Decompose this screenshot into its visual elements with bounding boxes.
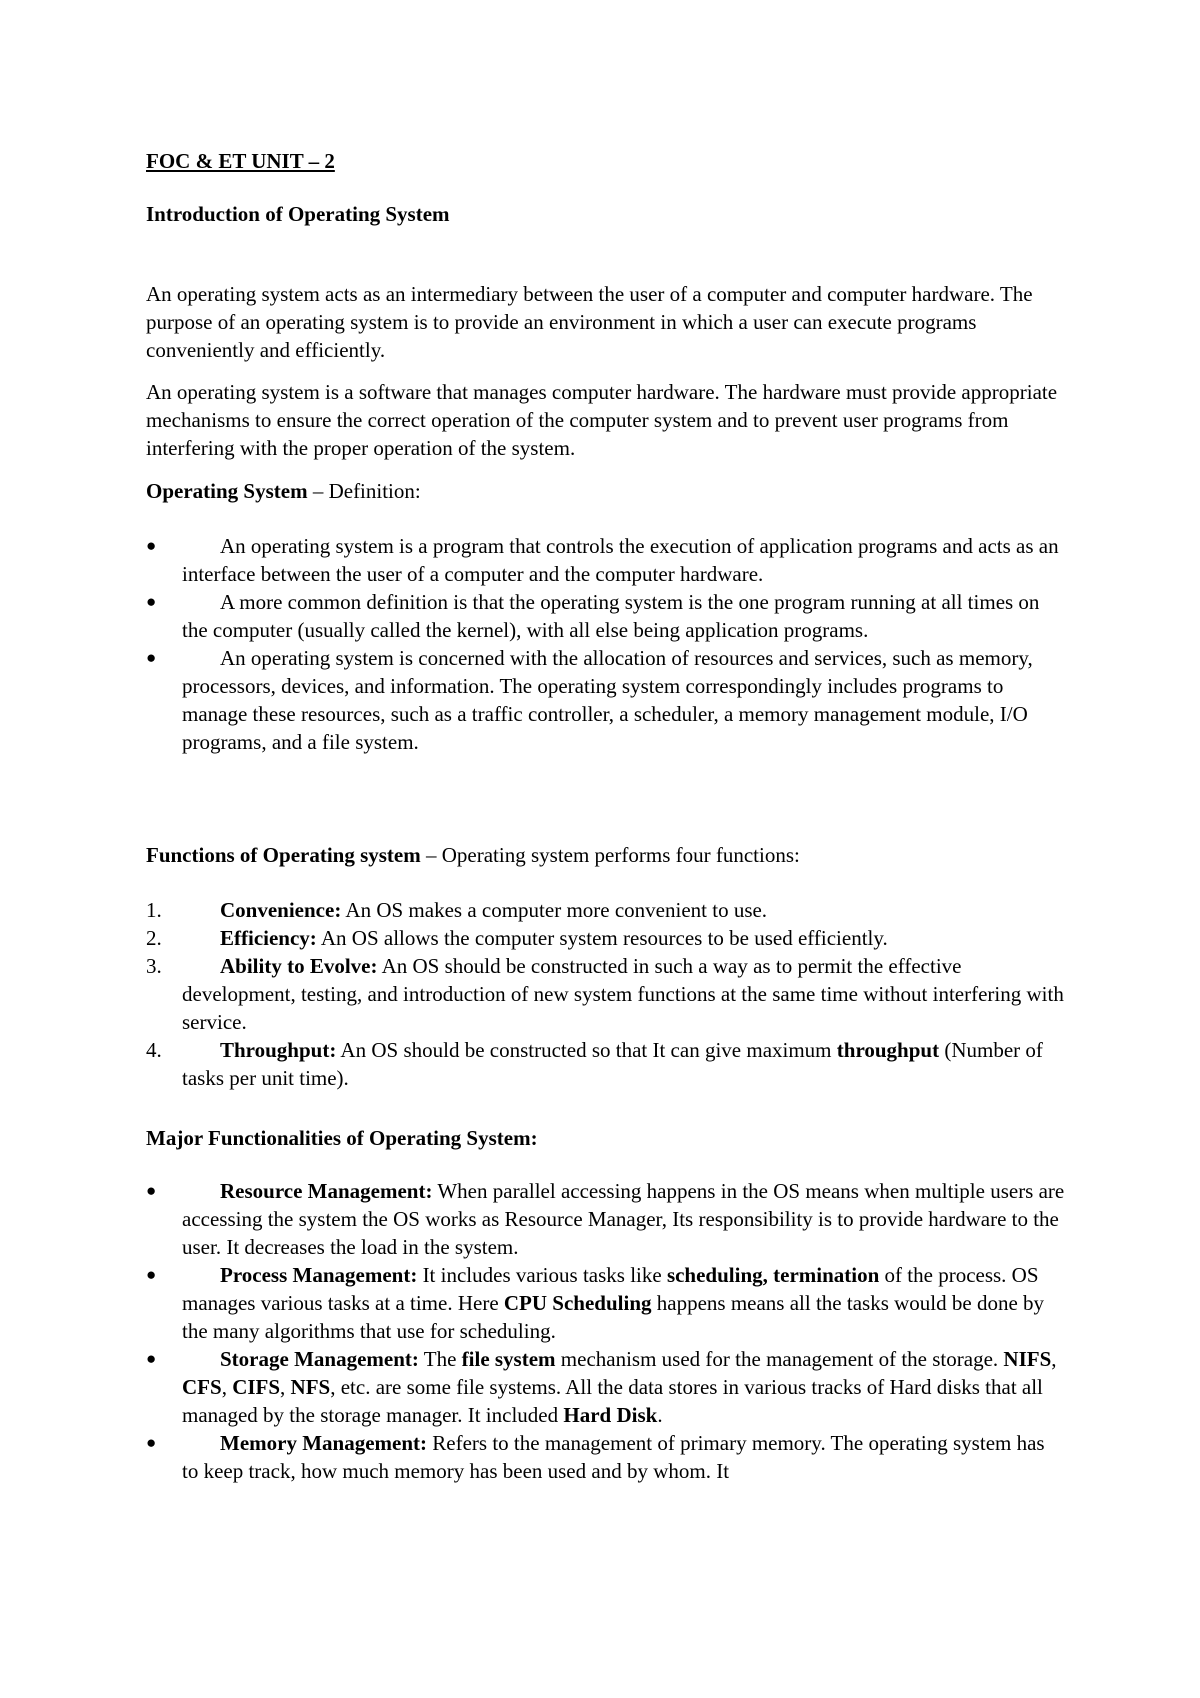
list-item [146, 532, 1066, 588]
definition-suffix: – Definition: [307, 479, 421, 503]
list-item [146, 588, 1066, 644]
functionality-text: , [221, 1375, 233, 1399]
functionality-bold: CPU Scheduling [503, 1291, 652, 1315]
list-item [146, 896, 1066, 924]
major-functionalities-list [146, 1177, 1066, 1485]
intro-heading: Introduction of Operating System [146, 202, 450, 226]
bullet-icon: ● [146, 648, 157, 667]
list-item-text: An operating system is a program that controls the execution of application programs and acts as an interface between the user of a computer and the computer hardware. [182, 534, 1059, 586]
functionality-bold: file system [461, 1347, 556, 1371]
functionality-bold: scheduling, [666, 1263, 768, 1287]
function-text: An OS allows the computer system resources to be used efficiently. [316, 926, 888, 950]
definition-label: Operating System [146, 479, 308, 503]
list-number: 2. [146, 926, 162, 950]
list-item [146, 1036, 1066, 1092]
list-item [146, 644, 1066, 756]
bullet-icon: ● [146, 1265, 157, 1284]
functionality-term: Memory Management: [220, 1431, 428, 1455]
bullet-icon: ● [146, 536, 157, 555]
functions-label: Functions of Operating system [146, 843, 421, 867]
functionality-text: of the process. OS manages various tasks at a time. Here [182, 1263, 1039, 1315]
functions-heading [146, 841, 800, 869]
list-item [146, 1177, 1066, 1261]
major-functionalities-heading: Major Functionalities of Operating System: [146, 1126, 538, 1150]
functionality-text: . [657, 1403, 663, 1427]
function-term: Throughput: [220, 1038, 337, 1062]
list-item-text: An operating system is concerned with the allocation of resources and services, such as memory, processors, devices, and information. The operating system correspondingly includes programs to manage these resources, such as a traffic controller, a scheduler, a memory management module, I/O programs, and a file system. [182, 646, 1033, 754]
document-title: FOC & ET UNIT – 2 [146, 149, 335, 173]
functionality-text: When parallel accessing happens in the OS means when multiple users are accessing the system the OS works as Resource Manager, Its responsibility is to provide hardware to the user. It decreases the load in the system. [182, 1179, 1065, 1259]
functionality-term: Resource Management: [220, 1179, 433, 1203]
list-item [146, 952, 1066, 1036]
list-item-text: A more common definition is that the operating system is the one program running at all times on the computer (usually called the kernel), with all else being application programs. [182, 590, 1040, 642]
function-term: Efficiency: [220, 926, 317, 950]
list-item [146, 924, 1066, 952]
bullet-icon: ● [146, 1181, 157, 1200]
intro-paragraph: An operating system acts as an intermediary between the user of a computer and computer hardware. The purpose of an operating system is to provide an environment in which a user can execute programs conveniently and efficiently. [146, 282, 1033, 362]
functionality-bold: CFS [182, 1375, 222, 1399]
function-text: (Number of tasks per unit time). [182, 1038, 1043, 1090]
functionality-text: Refers to the management of primary memory. The operating system has to keep track, how much memory has been used and by whom. It [182, 1431, 1045, 1483]
list-number: 4. [146, 1038, 162, 1062]
function-text: An OS makes a computer more convenient to use. [341, 898, 768, 922]
functionality-bold: CIFS [232, 1375, 281, 1399]
function-text: An OS should be constructed so that It can give maximum [336, 1038, 837, 1062]
list-number: 3. [146, 954, 162, 978]
function-bold: throughput [836, 1038, 940, 1062]
intro-paragraph: An operating system is a software that manages computer hardware. The hardware must provide appropriate mechanisms to ensure the correct operation of the computer system and to prevent user programs from interfering with the proper operation of the system. [146, 380, 1058, 460]
functionality-term: Storage Management: [220, 1347, 419, 1371]
bullet-icon: ● [146, 1433, 157, 1452]
function-text: An OS should be constructed in such a way as to permit the effective development, testing, and introduction of new system functions at the same time without interfering with service. [182, 954, 1064, 1034]
functionality-bold: termination [773, 1263, 880, 1287]
functionality-bold: Hard Disk [563, 1403, 658, 1427]
functions-list [146, 896, 1066, 1092]
functionality-text: The [418, 1347, 462, 1371]
functionality-bold: NFS [290, 1375, 331, 1399]
functionality-text: , [280, 1375, 291, 1399]
bullet-icon: ● [146, 1349, 157, 1368]
functionality-text: , [1051, 1347, 1057, 1371]
list-item [146, 1261, 1066, 1345]
functionality-bold: NIFS [1003, 1347, 1052, 1371]
bullet-icon: ● [146, 592, 157, 611]
list-item [146, 1429, 1066, 1485]
functions-suffix: – Operating system performs four functions: [420, 843, 800, 867]
functionality-text: , etc. are some file systems. All the data stores in various tracks of Hard disks that all managed by the storage manager. It included [182, 1375, 1043, 1427]
functionality-term: Process Management: [220, 1263, 418, 1287]
function-term: Convenience: [220, 898, 342, 922]
functionality-text: mechanism used for the management of the storage. [555, 1347, 1004, 1371]
definition-list [146, 532, 1066, 756]
functionality-text: It includes various tasks like [417, 1263, 667, 1287]
list-number: 1. [146, 898, 162, 922]
function-term: Ability to Evolve: [220, 954, 378, 978]
list-item [146, 1345, 1066, 1429]
definition-heading [146, 477, 421, 505]
functionality-text: happens means all the tasks would be done by the many algorithms that use for scheduling. [182, 1291, 1045, 1343]
